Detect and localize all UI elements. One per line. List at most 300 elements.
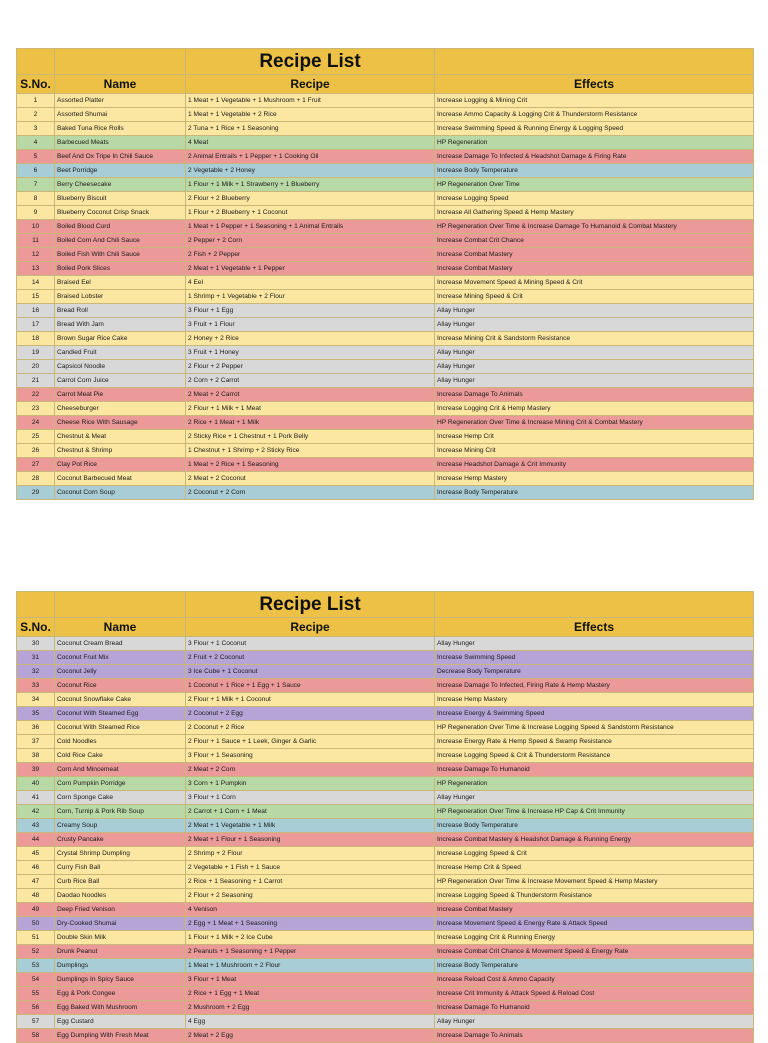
table-row xyxy=(17,458,754,472)
cell-recipe: 2 Fish + 2 Pepper xyxy=(186,248,435,262)
cell-recipe: 3 Fruit + 1 Flour xyxy=(186,318,435,332)
table-row xyxy=(17,665,754,679)
table-row xyxy=(17,679,754,693)
cell-name: Cheeseburger xyxy=(55,402,186,416)
recipe-sheet-1 xyxy=(16,48,753,500)
cell-recipe: 3 Flour + 1 Seasoning xyxy=(186,749,435,763)
cell-name: Coconut Corn Soup xyxy=(55,486,186,500)
cell-name: Candied Fruit xyxy=(55,346,186,360)
header-sno: S.No. xyxy=(17,75,55,94)
cell-sno: 48 xyxy=(17,889,55,903)
cell-recipe: 2 Tuna + 1 Rice + 1 Seasoning xyxy=(186,122,435,136)
cell-effects: Increase Logging Speed xyxy=(435,192,754,206)
cell-sno: 12 xyxy=(17,248,55,262)
cell-effects: Increase Damage To Humanoid xyxy=(435,1001,754,1015)
table-row xyxy=(17,777,754,791)
table-row xyxy=(17,290,754,304)
cell-effects: Increase Hemp Crit & Speed xyxy=(435,861,754,875)
cell-sno: 17 xyxy=(17,318,55,332)
cell-name: Brown Sugar Rice Cake xyxy=(55,332,186,346)
cell-effects: Allay Hunger xyxy=(435,374,754,388)
table-row xyxy=(17,875,754,889)
table-row xyxy=(17,1001,754,1015)
cell-name: Chestnut & Meat xyxy=(55,430,186,444)
cell-recipe: 2 Mushroom + 2 Egg xyxy=(186,1001,435,1015)
cell-effects: Increase Swimming Speed & Running Energy & Logging Speed xyxy=(435,122,754,136)
cell-sno: 26 xyxy=(17,444,55,458)
table-row xyxy=(17,136,754,150)
table-row xyxy=(17,1029,754,1043)
cell-recipe: 1 Shrimp + 1 Vegetable + 2 Flour xyxy=(186,290,435,304)
cell-name: Egg Baked With Mushroom xyxy=(55,1001,186,1015)
table-row xyxy=(17,819,754,833)
cell-effects: Increase Damage To Humanoid xyxy=(435,763,754,777)
cell-sno: 11 xyxy=(17,234,55,248)
cell-recipe: 2 Carrot + 1 Corn + 1 Meat xyxy=(186,805,435,819)
cell-sno: 1 xyxy=(17,94,55,108)
cell-effects: Increase Mining Crit & Sandstorm Resistance xyxy=(435,332,754,346)
cell-effects: Increase Movement Speed & Energy Rate & Attack Speed xyxy=(435,917,754,931)
cell-sno: 29 xyxy=(17,486,55,500)
cell-name: Crystal Shrimp Dumpling xyxy=(55,847,186,861)
cell-effects: Increase Body Temperature xyxy=(435,959,754,973)
table-body xyxy=(17,637,754,1043)
cell-name: Double Skin Milk xyxy=(55,931,186,945)
cell-effects: Allay Hunger xyxy=(435,637,754,651)
cell-recipe: 2 Fruit + 2 Coconut xyxy=(186,651,435,665)
cell-sno: 36 xyxy=(17,721,55,735)
cell-sno: 32 xyxy=(17,665,55,679)
cell-name: Deep Fried Venison xyxy=(55,903,186,917)
table-row xyxy=(17,234,754,248)
cell-recipe: 2 Meat + 1 Vegetable + 1 Pepper xyxy=(186,262,435,276)
header-effects: Effects xyxy=(435,75,754,94)
cell-name: Corn, Turnip & Pork Rib Soup xyxy=(55,805,186,819)
table-row xyxy=(17,402,754,416)
cell-recipe: 3 Flour + 1 Meat xyxy=(186,973,435,987)
table-row xyxy=(17,1015,754,1029)
cell-effects: Increase Hemp Crit xyxy=(435,430,754,444)
table-title: Recipe List xyxy=(186,592,435,618)
header-sno: S.No. xyxy=(17,618,55,637)
cell-name: Assorted Shumai xyxy=(55,108,186,122)
cell-sno: 20 xyxy=(17,360,55,374)
cell-sno: 47 xyxy=(17,875,55,889)
cell-name: Blueberry Coconut Crisp Snack xyxy=(55,206,186,220)
cell-recipe: 2 Vegetable + 1 Fish + 1 Sauce xyxy=(186,861,435,875)
cell-name: Coconut Fruit Mix xyxy=(55,651,186,665)
cell-name: Boiled Corn And Chili Sauce xyxy=(55,234,186,248)
cell-name: Creamy Soup xyxy=(55,819,186,833)
cell-effects: HP Regeneration Over Time & Increase Logging Speed & Sandstorm Resistance xyxy=(435,721,754,735)
cell-effects: Increase Damage To Animals xyxy=(435,1029,754,1043)
cell-sno: 30 xyxy=(17,637,55,651)
cell-name: Braised Eel xyxy=(55,276,186,290)
cell-recipe: 3 Flour + 1 Coconut xyxy=(186,637,435,651)
table-row xyxy=(17,889,754,903)
cell-sno: 49 xyxy=(17,903,55,917)
cell-recipe: 2 Animal Entrails + 1 Pepper + 1 Cooking Oil xyxy=(186,150,435,164)
table-row xyxy=(17,707,754,721)
cell-sno: 34 xyxy=(17,693,55,707)
recipe-table xyxy=(16,48,754,500)
cell-effects: HP Regeneration Over Time & Increase HP Cap & Crit Immunity xyxy=(435,805,754,819)
table-row xyxy=(17,693,754,707)
cell-recipe: 3 Fruit + 1 Honey xyxy=(186,346,435,360)
cell-sno: 57 xyxy=(17,1015,55,1029)
cell-effects: Increase Combat Mastery xyxy=(435,262,754,276)
cell-name: Braised Lobster xyxy=(55,290,186,304)
cell-recipe: 4 Venison xyxy=(186,903,435,917)
cell-sno: 52 xyxy=(17,945,55,959)
cell-effects: Increase Energy Rate & Hemp Speed & Swamp Resistance xyxy=(435,735,754,749)
cell-sno: 55 xyxy=(17,987,55,1001)
cell-name: Corn And Mincemeat xyxy=(55,763,186,777)
cell-name: Coconut Barbecued Meat xyxy=(55,472,186,486)
cell-name: Egg & Pork Congee xyxy=(55,987,186,1001)
cell-name: Bread With Jam xyxy=(55,318,186,332)
cell-sno: 23 xyxy=(17,402,55,416)
cell-recipe: 3 Ice Cube + 1 Coconut xyxy=(186,665,435,679)
cell-effects: Increase Logging Speed & Thunderstorm Resistance xyxy=(435,889,754,903)
cell-effects: Increase Body Temperature xyxy=(435,486,754,500)
table-row xyxy=(17,959,754,973)
cell-name: Coconut With Steamed Rice xyxy=(55,721,186,735)
cell-recipe: 1 Chestnut + 1 Shrimp + 2 Sticky Rice xyxy=(186,444,435,458)
cell-effects: Allay Hunger xyxy=(435,791,754,805)
table-row xyxy=(17,304,754,318)
recipe-table xyxy=(16,591,754,1043)
header-recipe: Recipe xyxy=(186,618,435,637)
cell-name: Corn Pumpkin Porridge xyxy=(55,777,186,791)
cell-recipe: 2 Shrimp + 2 Flour xyxy=(186,847,435,861)
cell-sno: 8 xyxy=(17,192,55,206)
cell-recipe: 1 Meat + 1 Vegetable + 1 Mushroom + 1 Fruit xyxy=(186,94,435,108)
table-row xyxy=(17,833,754,847)
cell-sno: 51 xyxy=(17,931,55,945)
cell-name: Bread Roll xyxy=(55,304,186,318)
cell-sno: 42 xyxy=(17,805,55,819)
cell-name: Berry Cheesecake xyxy=(55,178,186,192)
cell-recipe: 2 Vegetable + 2 Honey xyxy=(186,164,435,178)
table-row xyxy=(17,861,754,875)
cell-recipe: 1 Flour + 1 Milk + 2 Ice Cube xyxy=(186,931,435,945)
table-row xyxy=(17,164,754,178)
table-row xyxy=(17,374,754,388)
cell-sno: 21 xyxy=(17,374,55,388)
cell-name: Carrot Meat Pie xyxy=(55,388,186,402)
cell-recipe: 2 Meat + 2 Carrot xyxy=(186,388,435,402)
table-row xyxy=(17,150,754,164)
cell-effects: HP Regeneration Over Time & Increase Mining Crit & Combat Mastery xyxy=(435,416,754,430)
cell-effects: Increase Mining Crit xyxy=(435,444,754,458)
cell-effects: Increase Combat Crit Chance xyxy=(435,234,754,248)
cell-effects: Increase Damage To Infected, Firing Rate & Hemp Mastery xyxy=(435,679,754,693)
cell-sno: 3 xyxy=(17,122,55,136)
cell-recipe: 2 Peanuts + 1 Seasoning + 1 Pepper xyxy=(186,945,435,959)
cell-sno: 33 xyxy=(17,679,55,693)
cell-name: Coconut Snowflake Cake xyxy=(55,693,186,707)
cell-name: Barbecued Meats xyxy=(55,136,186,150)
cell-sno: 44 xyxy=(17,833,55,847)
cell-name: Dumplings In Spicy Sauce xyxy=(55,973,186,987)
cell-name: Cold Rice Cake xyxy=(55,749,186,763)
cell-sno: 22 xyxy=(17,388,55,402)
cell-sno: 41 xyxy=(17,791,55,805)
cell-effects: Increase Body Temperature xyxy=(435,819,754,833)
cell-recipe: 2 Coconut + 2 Corn xyxy=(186,486,435,500)
cell-effects: Increase Headshot Damage & Crit Immunity xyxy=(435,458,754,472)
cell-recipe: 4 Egg xyxy=(186,1015,435,1029)
table-row xyxy=(17,805,754,819)
cell-effects: Increase Movement Speed & Mining Speed & Crit xyxy=(435,276,754,290)
cell-effects: Increase Combat Mastery xyxy=(435,248,754,262)
cell-effects: Allay Hunger xyxy=(435,1015,754,1029)
cell-effects: Increase Body Temperature xyxy=(435,164,754,178)
cell-effects: Increase Combat Mastery & Headshot Damage & Running Energy xyxy=(435,833,754,847)
header-recipe: Recipe xyxy=(186,75,435,94)
cell-recipe: 4 Meat xyxy=(186,136,435,150)
cell-recipe: 2 Egg + 1 Meat + 1 Seasoning xyxy=(186,917,435,931)
cell-name: Beet Porridge xyxy=(55,164,186,178)
cell-recipe: 1 Meat + 2 Rice + 1 Seasoning xyxy=(186,458,435,472)
cell-sno: 40 xyxy=(17,777,55,791)
table-row xyxy=(17,721,754,735)
cell-name: Assorted Platter xyxy=(55,94,186,108)
cell-name: Carrot Corn Juice xyxy=(55,374,186,388)
cell-effects: HP Regeneration xyxy=(435,777,754,791)
table-row xyxy=(17,332,754,346)
cell-recipe: 2 Coconut + 2 Rice xyxy=(186,721,435,735)
cell-sno: 45 xyxy=(17,847,55,861)
cell-effects: Increase Hemp Mastery xyxy=(435,472,754,486)
cell-sno: 18 xyxy=(17,332,55,346)
header-effects: Effects xyxy=(435,618,754,637)
cell-sno: 43 xyxy=(17,819,55,833)
cell-name: Egg Dumpling With Fresh Meat xyxy=(55,1029,186,1043)
cell-effects: Increase Swimming Speed xyxy=(435,651,754,665)
table-row xyxy=(17,416,754,430)
cell-effects: Increase Crit Immunity & Attack Speed & Reload Cost xyxy=(435,987,754,1001)
cell-sno: 5 xyxy=(17,150,55,164)
cell-effects: Allay Hunger xyxy=(435,346,754,360)
table-row xyxy=(17,651,754,665)
cell-recipe: 2 Sticky Rice + 1 Chestnut + 1 Pork Belly xyxy=(186,430,435,444)
table-row xyxy=(17,276,754,290)
cell-recipe: 2 Flour + 2 Seasoning xyxy=(186,889,435,903)
cell-recipe: 2 Corn + 2 Carrot xyxy=(186,374,435,388)
table-row xyxy=(17,917,754,931)
table-row xyxy=(17,791,754,805)
cell-effects: Increase Combat Mastery xyxy=(435,903,754,917)
cell-recipe: 2 Meat + 2 Corn xyxy=(186,763,435,777)
cell-sno: 2 xyxy=(17,108,55,122)
cell-sno: 37 xyxy=(17,735,55,749)
cell-name: Clay Pot Rice xyxy=(55,458,186,472)
table-row xyxy=(17,430,754,444)
cell-name: Crusty Pancake xyxy=(55,833,186,847)
cell-sno: 4 xyxy=(17,136,55,150)
cell-name: Capsicol Noodle xyxy=(55,360,186,374)
cell-recipe: 1 Meat + 1 Vegetable + 2 Rice xyxy=(186,108,435,122)
cell-sno: 53 xyxy=(17,959,55,973)
table-row xyxy=(17,178,754,192)
cell-recipe: 2 Flour + 1 Sauce + 1 Leek, Ginger & Garlic xyxy=(186,735,435,749)
cell-effects: Increase Reload Cost & Ammo Capacity xyxy=(435,973,754,987)
cell-effects: Increase Damage To Animals xyxy=(435,388,754,402)
table-body xyxy=(17,94,754,500)
cell-name: Coconut Rice xyxy=(55,679,186,693)
cell-recipe: 2 Coconut + 2 Egg xyxy=(186,707,435,721)
table-row xyxy=(17,763,754,777)
table-row xyxy=(17,945,754,959)
table-row xyxy=(17,346,754,360)
table-row xyxy=(17,388,754,402)
cell-recipe: 2 Rice + 1 Meat + 1 Milk xyxy=(186,416,435,430)
cell-effects: Allay Hunger xyxy=(435,360,754,374)
cell-sno: 39 xyxy=(17,763,55,777)
cell-recipe: 1 Flour + 1 Milk + 1 Strawberry + 1 Blueberry xyxy=(186,178,435,192)
cell-sno: 27 xyxy=(17,458,55,472)
cell-sno: 50 xyxy=(17,917,55,931)
cell-name: Dry-Cooked Shumai xyxy=(55,917,186,931)
table-row xyxy=(17,735,754,749)
cell-sno: 6 xyxy=(17,164,55,178)
cell-recipe: 2 Meat + 2 Coconut xyxy=(186,472,435,486)
table-row xyxy=(17,987,754,1001)
cell-sno: 46 xyxy=(17,861,55,875)
cell-recipe: 2 Meat + 1 Vegetable + 1 Milk xyxy=(186,819,435,833)
table-row xyxy=(17,637,754,651)
cell-effects: HP Regeneration Over Time & Increase Movement Speed & Hemp Mastery xyxy=(435,875,754,889)
header-name: Name xyxy=(55,75,186,94)
cell-effects: Increase Energy & Swimming Speed xyxy=(435,707,754,721)
cell-effects: Allay Hunger xyxy=(435,318,754,332)
cell-name: Daodao Noodles xyxy=(55,889,186,903)
table-row xyxy=(17,192,754,206)
cell-sno: 54 xyxy=(17,973,55,987)
cell-name: Boiled Fish With Chili Sauce xyxy=(55,248,186,262)
cell-sno: 25 xyxy=(17,430,55,444)
cell-sno: 16 xyxy=(17,304,55,318)
cell-sno: 28 xyxy=(17,472,55,486)
cell-effects: Increase All Gathering Speed & Hemp Mastery xyxy=(435,206,754,220)
cell-effects: Increase Hemp Mastery xyxy=(435,693,754,707)
cell-sno: 35 xyxy=(17,707,55,721)
cell-sno: 58 xyxy=(17,1029,55,1043)
cell-sno: 13 xyxy=(17,262,55,276)
table-title: Recipe List xyxy=(186,49,435,75)
table-row xyxy=(17,973,754,987)
cell-effects: Increase Logging & Mining Crit xyxy=(435,94,754,108)
cell-effects: Increase Logging Crit & Running Energy xyxy=(435,931,754,945)
cell-recipe: 2 Rice + 1 Egg + 1 Meat xyxy=(186,987,435,1001)
cell-recipe: 2 Meat + 2 Egg xyxy=(186,1029,435,1043)
cell-sno: 14 xyxy=(17,276,55,290)
cell-sno: 7 xyxy=(17,178,55,192)
cell-name: Egg Custard xyxy=(55,1015,186,1029)
cell-recipe: 2 Pepper + 2 Corn xyxy=(186,234,435,248)
cell-recipe: 1 Flour + 2 Blueberry + 1 Coconut xyxy=(186,206,435,220)
table-row xyxy=(17,931,754,945)
cell-recipe: 2 Rice + 1 Seasoning + 1 Carrot xyxy=(186,875,435,889)
cell-name: Coconut Jelly xyxy=(55,665,186,679)
cell-recipe: 2 Meat + 1 Flour + 1 Seasoning xyxy=(186,833,435,847)
cell-sno: 9 xyxy=(17,206,55,220)
table-row xyxy=(17,108,754,122)
cell-effects: Increase Mining Speed & Crit xyxy=(435,290,754,304)
table-row xyxy=(17,220,754,234)
cell-sno: 31 xyxy=(17,651,55,665)
cell-name: Cheese Rice With Sausage xyxy=(55,416,186,430)
cell-effects: Allay Hunger xyxy=(435,304,754,318)
cell-recipe: 2 Flour + 1 Milk + 1 Coconut xyxy=(186,693,435,707)
cell-name: Curb Rice Ball xyxy=(55,875,186,889)
cell-effects: Increase Logging Speed & Crit & Thunderstorm Resistance xyxy=(435,749,754,763)
cell-recipe: 2 Honey + 2 Rice xyxy=(186,332,435,346)
cell-name: Chestnut & Shrimp xyxy=(55,444,186,458)
cell-effects: Increase Ammo Capacity & Logging Crit & Thunderstorm Resistance xyxy=(435,108,754,122)
cell-sno: 10 xyxy=(17,220,55,234)
cell-sno: 24 xyxy=(17,416,55,430)
cell-name: Blueberry Biscuit xyxy=(55,192,186,206)
cell-name: Coconut Cream Bread xyxy=(55,637,186,651)
cell-sno: 19 xyxy=(17,346,55,360)
cell-name: Curry Fish Ball xyxy=(55,861,186,875)
table-row xyxy=(17,749,754,763)
table-row xyxy=(17,847,754,861)
cell-recipe: 1 Meat + 1 Pepper + 1 Seasoning + 1 Animal Entrails xyxy=(186,220,435,234)
cell-effects: HP Regeneration Over Time & Increase Damage To Humanoid & Combat Mastery xyxy=(435,220,754,234)
cell-name: Boiled Blood Curd xyxy=(55,220,186,234)
cell-effects: Increase Damage To Infected & Headshot Damage & Firing Rate xyxy=(435,150,754,164)
cell-recipe: 3 Corn + 1 Pumpkin xyxy=(186,777,435,791)
cell-name: Corn Sponge Cake xyxy=(55,791,186,805)
cell-name: Coconut With Steamed Egg xyxy=(55,707,186,721)
table-row xyxy=(17,94,754,108)
cell-effects: HP Regeneration Over Time xyxy=(435,178,754,192)
cell-recipe: 1 Meat + 1 Mushroom + 2 Flour xyxy=(186,959,435,973)
table-row xyxy=(17,444,754,458)
cell-name: Dumplings xyxy=(55,959,186,973)
cell-sno: 38 xyxy=(17,749,55,763)
table-row xyxy=(17,360,754,374)
cell-recipe: 3 Flour + 1 Corn xyxy=(186,791,435,805)
table-row xyxy=(17,262,754,276)
cell-effects: Increase Combat Crit Chance & Movement Speed & Energy Rate xyxy=(435,945,754,959)
cell-name: Beef And Ox Tripe In Chili Sauce xyxy=(55,150,186,164)
cell-effects: Decrease Body Temperature xyxy=(435,665,754,679)
table-row xyxy=(17,903,754,917)
cell-effects: HP Regeneration xyxy=(435,136,754,150)
cell-name: Cold Noodles xyxy=(55,735,186,749)
cell-recipe: 2 Flour + 2 Blueberry xyxy=(186,192,435,206)
cell-recipe: 2 Flour + 1 Milk + 1 Meat xyxy=(186,402,435,416)
recipe-sheet-2 xyxy=(16,591,753,1043)
cell-name: Baked Tuna Rice Rolls xyxy=(55,122,186,136)
table-row xyxy=(17,472,754,486)
table-row xyxy=(17,318,754,332)
cell-recipe: 1 Coconut + 1 Rice + 1 Egg + 1 Sauce xyxy=(186,679,435,693)
table-row xyxy=(17,486,754,500)
header-name: Name xyxy=(55,618,186,637)
cell-name: Boiled Pork Slices xyxy=(55,262,186,276)
cell-effects: Increase Logging Crit & Hemp Mastery xyxy=(435,402,754,416)
table-row xyxy=(17,248,754,262)
cell-recipe: 2 Flour + 2 Pepper xyxy=(186,360,435,374)
table-row xyxy=(17,122,754,136)
cell-recipe: 4 Eel xyxy=(186,276,435,290)
